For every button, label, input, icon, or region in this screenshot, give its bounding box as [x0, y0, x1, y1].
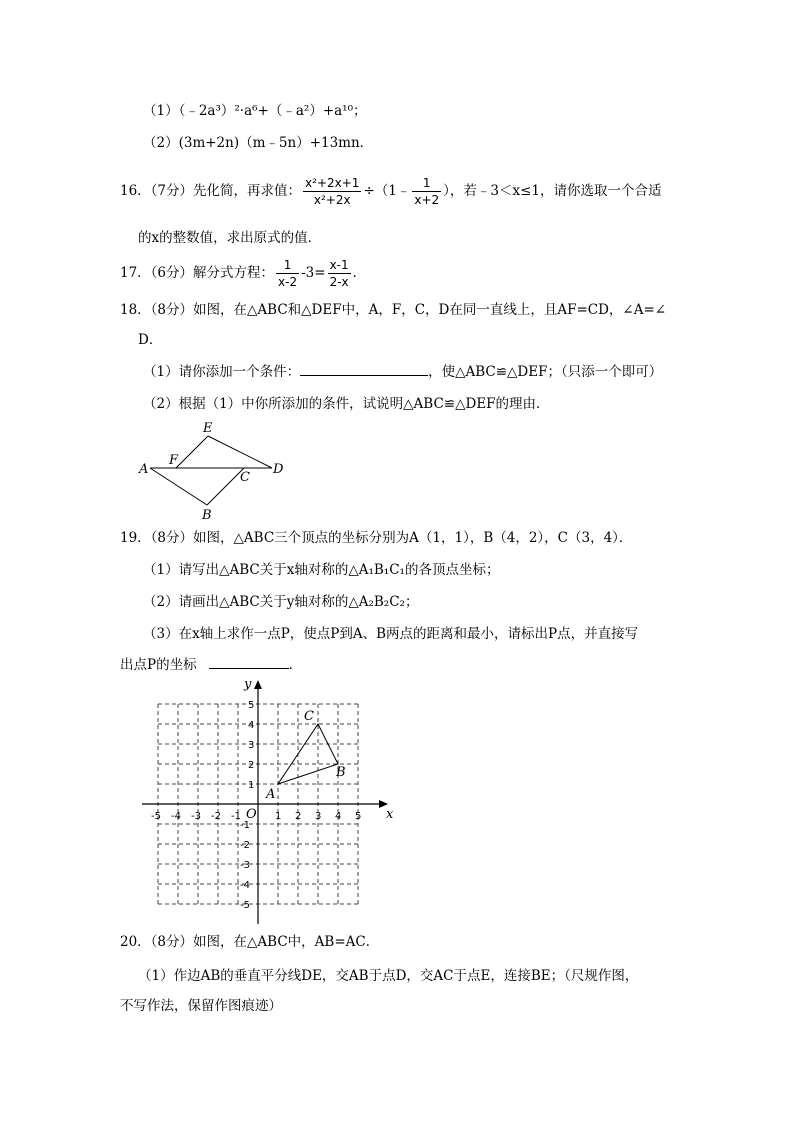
- q18-item1-suffix: ，使△ABC≌△DEF；（只添一个即可）: [428, 364, 663, 380]
- label-B: B: [202, 508, 212, 523]
- q19-item1: （1）请写出△ABC关于x轴对称的△A₁B₁C₁的各顶点坐标；: [143, 562, 500, 578]
- x-tick-label: -2: [211, 811, 221, 822]
- x-tick-label: 3: [315, 811, 322, 822]
- y-tick-label: -4: [240, 880, 250, 891]
- q16-suffix: ），若﹣3＜x≤1，请你选取一个合适: [443, 183, 662, 199]
- q17-fraction-2-denominator: 2-x: [329, 275, 349, 289]
- label-E: E: [203, 421, 213, 436]
- q19-answer-blank[interactable]: [209, 656, 289, 669]
- q19-item2: （2）请画出△ABC关于y轴对称的△A₂B₂C₂；: [143, 594, 419, 610]
- q16-line1: [120, 174, 662, 208]
- q16-prefix: 16．（7分）先化简，再求值：: [120, 183, 302, 199]
- q18-line1: 18．（8分）如图，在△ABC和△DEF中，A，F，C，D在同一直线上，且AF=CD，∠A=∠: [120, 302, 667, 318]
- q16-fraction-1: [303, 176, 361, 207]
- x-tick-label: -5: [151, 811, 161, 822]
- label-D: D: [273, 462, 284, 477]
- x-tick-label: -4: [171, 811, 181, 822]
- q18-item2: （2）根据（1）中你所添加的条件，试说明△ABC≌△DEF的理由．: [143, 396, 550, 412]
- q19-item3-line2: [120, 655, 302, 675]
- vertex-label-C: C: [304, 709, 314, 724]
- triangle-ABC: [265, 709, 346, 802]
- line-BC: [207, 468, 244, 505]
- vertex-label-B: B: [336, 765, 346, 780]
- q16-fraction-2: [412, 176, 441, 207]
- q17-fraction-2-numerator: x-1: [329, 258, 349, 272]
- q19-item3: （3）在x轴上求作一点P，使点P到A、B两点的距离和最小，请标出P点，并直接写: [143, 626, 639, 642]
- vertex-label-A: A: [266, 787, 276, 802]
- q16-fraction-1-numerator: x²+2x+1: [305, 176, 360, 190]
- x-axis-label: x: [386, 807, 394, 822]
- y-tick-label: 5: [248, 700, 255, 711]
- q17-suffix: ．: [352, 265, 367, 281]
- q16-mid: ÷（1﹣: [363, 183, 411, 199]
- line-AB: [150, 468, 207, 505]
- label-A: A: [139, 462, 149, 477]
- q17-mid: -3=: [301, 265, 326, 281]
- label-C: C: [240, 470, 250, 485]
- q20-item1-line2: 不写作法，保留作图痕迹）: [120, 998, 282, 1014]
- q17-fraction-1-numerator: 1: [276, 258, 299, 274]
- q19-item3-line2-prefix: 出点P的坐标: [120, 657, 197, 673]
- q17-fraction-2: [328, 258, 351, 289]
- y-tick-label: -3: [240, 860, 250, 871]
- q18-triangle-figure: [130, 418, 300, 524]
- q17-prefix: 17．（6分）解分式方程：: [120, 265, 275, 281]
- q15-item1: （1）（﹣2a³）²·a⁶+（﹣a²）+a¹⁰；: [143, 103, 367, 119]
- q18-answer-blank[interactable]: [300, 363, 428, 376]
- q16-fraction-1-denominator: x²+2x: [313, 193, 351, 207]
- x-tick-label: 1: [275, 811, 282, 822]
- q19-line1: 19．（8分）如图，△ABC三个顶点的坐标分别为A（1，1），B（4，2），C（3，4）．: [120, 530, 633, 546]
- y-axis-label: y: [244, 677, 252, 692]
- q19-coordinate-grid: [130, 674, 400, 930]
- q16-fraction-2-denominator: x+2: [414, 193, 440, 207]
- q19-item3-line2-suffix: ．: [288, 657, 303, 673]
- q17-line: [120, 256, 366, 290]
- triangle-outline: [278, 724, 338, 784]
- y-tick-label: 1: [248, 780, 255, 791]
- y-tick-label: -5: [240, 900, 250, 911]
- q18-line2: D．: [138, 332, 163, 348]
- tick-labels: [151, 700, 361, 911]
- y-tick-label: -1: [240, 820, 250, 831]
- q18-item1-prefix: （1）请你添加一个条件：: [143, 364, 301, 380]
- x-tick-label: -1: [231, 811, 241, 822]
- y-tick-label: 4: [248, 720, 255, 731]
- q20-line1: 20．（8分）如图，在△ABC中，AB=AC．: [120, 934, 380, 950]
- line-FE: [176, 436, 208, 468]
- q17-fraction-1-denominator: x-2: [278, 275, 298, 289]
- q16-fraction-2-numerator: 1: [412, 176, 441, 192]
- y-tick-label: 3: [248, 740, 255, 751]
- q17-fraction-1: [276, 258, 299, 289]
- y-axis-arrow: [254, 680, 262, 689]
- x-tick-label: 5: [355, 811, 362, 822]
- x-tick-label: -3: [191, 811, 201, 822]
- q16-line2: 的x的整数值，求出原式的值．: [138, 230, 322, 246]
- origin-label: O: [246, 807, 257, 822]
- q15-item2: （2）(3m+2n)（m﹣5n）+13mn．: [143, 135, 374, 151]
- y-tick-label: 2: [248, 760, 255, 771]
- q18-item1: [143, 362, 662, 382]
- label-F: F: [169, 453, 179, 468]
- x-tick-label: 4: [335, 811, 342, 822]
- x-tick-label: 2: [295, 811, 302, 822]
- q20-item1: （1）作边AB的垂直平分线DE，交AB于点D，交AC于点E，连接BE；（尺规作图，: [138, 968, 639, 984]
- line-ED: [208, 436, 272, 468]
- y-tick-label: -2: [240, 840, 250, 851]
